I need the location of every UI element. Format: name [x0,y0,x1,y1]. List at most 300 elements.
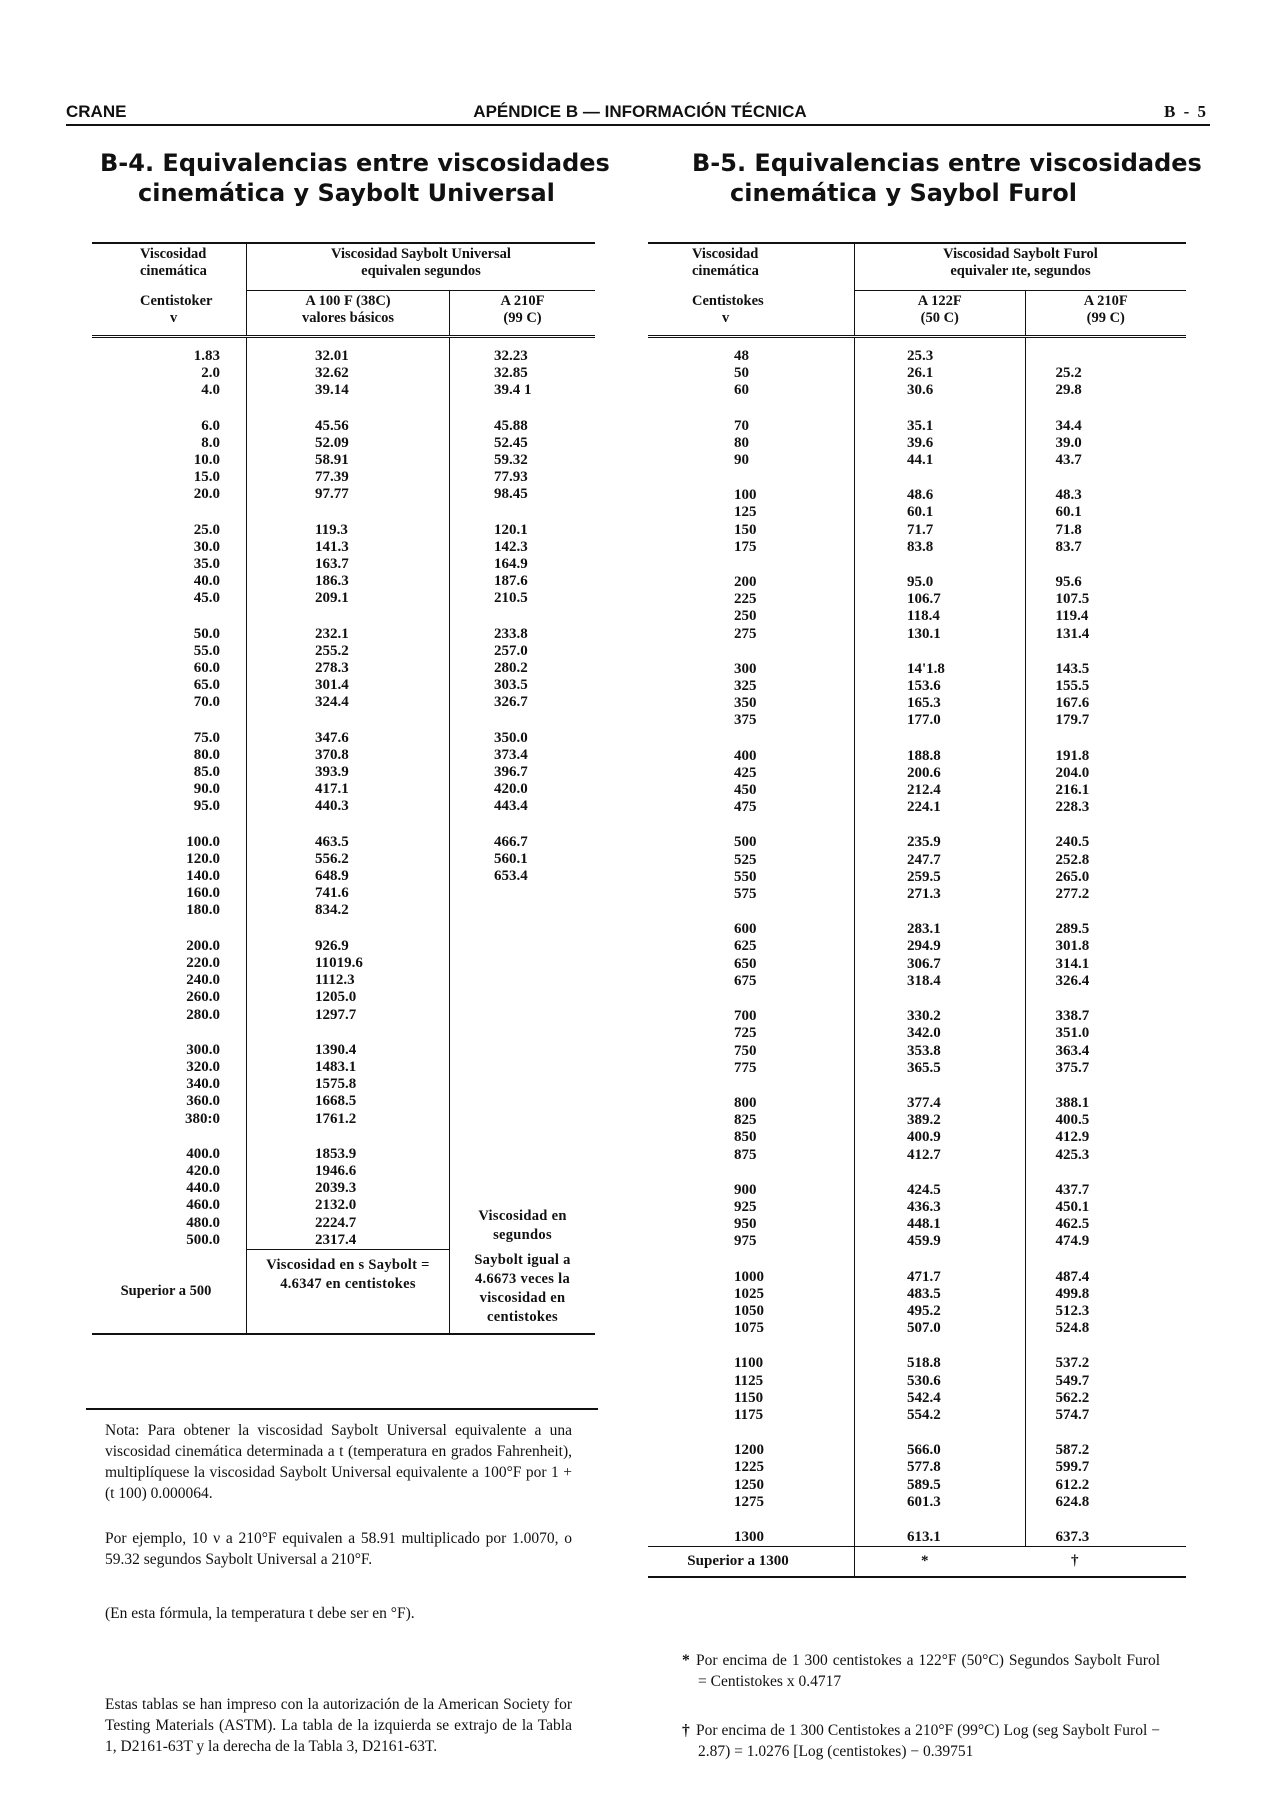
cell-kinematic: 20.0 [193,486,220,503]
cell-saybolt-b: 277.2 [1025,886,1186,903]
cell-saybolt-b: 191.8 [1025,730,1186,765]
cell-saybolt-b: 499.8 [1025,1286,1186,1303]
cell-kinematic: 50.0 [193,625,220,642]
cell-saybolt-b: 301.8 [1025,938,1186,955]
col-header-100f-line1: A 100 F (38C) [305,293,391,309]
table-row [648,938,1186,955]
cell-saybolt-b: 120.1 [450,504,596,539]
col-header-centistokes-furol-line2: v [722,309,730,326]
table-row [648,695,1186,712]
cell-kinematic: 450 [734,782,757,799]
section-title-b5-line1: B-5. Equivalencias entre viscosidades [692,149,1202,177]
cell-kinematic: 575 [734,886,757,903]
cell-kinematic: 60 [734,382,749,399]
cell-kinematic: 625 [734,938,757,955]
cell-kinematic: 275 [734,625,757,642]
col-header-100f-line2: valores básicos [302,310,394,326]
cell-saybolt-a: 459.9 [855,1233,1026,1250]
table-furol-body [648,337,1186,1547]
cell-saybolt-a: 2317.4 [247,1232,450,1250]
table-row [92,590,595,607]
cell-kinematic: 60.0 [193,660,220,677]
table-row [92,382,595,399]
cell-kinematic: 1.83 [193,348,220,364]
cell-saybolt-a: 255.2 [247,643,450,660]
cell-saybolt-a: 188.8 [855,730,1026,765]
cell-saybolt-a: 471.7 [855,1251,1026,1286]
cell-saybolt-a: 26.1 [855,365,1026,382]
col-header-210f-furol [1025,291,1186,337]
cell-saybolt-a: 1853.9 [247,1128,450,1163]
table-row [92,851,595,868]
cell-saybolt-a: 393.9 [247,764,450,781]
cell-saybolt-b: 512.3 [1025,1303,1186,1320]
table-row [648,469,1186,504]
cell-kinematic: 1025 [734,1285,764,1302]
table-row [648,1077,1186,1112]
cell-saybolt-b [450,1024,596,1059]
cell-saybolt-b: 39.4 1 [450,382,596,399]
table-row [92,868,595,885]
table-row [92,955,595,972]
cell-saybolt-b: 396.7 [450,764,596,781]
table-row [648,903,1186,938]
cell-saybolt-b: 326.7 [450,694,596,711]
cell-saybolt-b: 599.7 [1025,1459,1186,1476]
table-row [648,1199,1186,1216]
cell-saybolt-b: 462.5 [1025,1216,1186,1233]
cell-saybolt-b: 637.3 [1025,1511,1186,1546]
col-header-122f-line1: A 122F [917,293,962,309]
cell-kinematic: 150 [734,521,757,538]
cell-saybolt-b: 400.5 [1025,1112,1186,1129]
cell-kinematic: 8.0 [201,434,220,451]
table-row [648,1303,1186,1320]
cell-kinematic: 950 [734,1216,757,1233]
table-row [92,1180,595,1197]
cell-kinematic: 325 [734,678,757,695]
cell-saybolt-b: 612.2 [1025,1477,1186,1494]
cell-kinematic: 700 [734,1008,757,1025]
footnote-dagger [682,1720,1160,1762]
cell-saybolt-a: 648.9 [247,868,450,885]
cell-kinematic: 55.0 [193,642,220,659]
cell-saybolt-b: 119.4 [1025,608,1186,625]
table-row [648,1025,1186,1042]
cell-saybolt-a: 77.39 [247,469,450,486]
cell-kinematic: 340.0 [186,1076,220,1093]
cell-saybolt-b: 142.3 [450,539,596,556]
table-row [648,1477,1186,1494]
cell-saybolt-a: 440.3 [247,798,450,815]
cell-kinematic: 200.0 [186,937,220,954]
cell-saybolt-a: 52.09 [247,435,450,452]
cell-kinematic: 140.0 [186,868,220,885]
table-row [92,643,595,660]
cell-kinematic: 4.0 [201,382,220,399]
cell-kinematic: 1175 [734,1406,764,1423]
cell-kinematic: 80 [734,434,749,451]
cell-saybolt-a: 2224.7 [247,1215,450,1232]
cell-kinematic: 48 [734,348,749,364]
superior-furol-col2: † [1025,1547,1186,1578]
table-row [92,504,595,539]
cell-saybolt-b: 350.0 [450,712,596,747]
cell-saybolt-b [450,885,596,902]
table-row [92,1093,595,1110]
cell-kinematic: 240.0 [186,972,220,989]
table-row [648,956,1186,973]
cell-saybolt-a: 271.3 [855,886,1026,903]
cell-kinematic: 900 [734,1181,757,1198]
cell-kinematic: 45.0 [193,590,220,607]
cell-saybolt-a: 71.7 [855,522,1026,539]
section-title-b5 [692,148,1202,208]
cell-saybolt-a: 294.9 [855,938,1026,955]
table-row [648,782,1186,799]
footnote-asterisk-text: Por encima de 1 300 centistokes a 122°F (50°C) Segundos Saybolt Furol = Centistokes x 0.4717 [696,1652,1160,1690]
superior-label: Superior a 500 [92,1249,247,1334]
cell-saybolt-a: 530.6 [855,1373,1026,1390]
cell-kinematic: 1000 [734,1268,764,1285]
cell-saybolt-b: 155.5 [1025,678,1186,695]
cell-saybolt-a: 39.6 [855,435,1026,452]
col-header-122f [855,291,1026,337]
cell-saybolt-a: 566.0 [855,1424,1026,1459]
cell-kinematic: 80.0 [193,746,220,763]
cell-saybolt-b: 167.6 [1025,695,1186,712]
cell-kinematic: 925 [734,1198,757,1215]
cell-saybolt-a: 1575.8 [247,1076,450,1093]
col-header-210f-furol-line2: (99 C) [1086,310,1125,326]
note-temperature: (En esta fórmula, la temperatura t debe ser en °F). [105,1605,415,1622]
cell-kinematic: 600 [734,921,757,938]
cell-saybolt-a: 32.01 [247,337,450,366]
cell-kinematic: 95.0 [193,798,220,815]
cell-saybolt-a: 613.1 [855,1511,1026,1546]
cell-saybolt-a: 589.5 [855,1477,1026,1494]
cell-saybolt-a: 436.3 [855,1199,1026,1216]
table-row [648,1164,1186,1199]
table-row [648,730,1186,765]
cell-saybolt-a: 45.56 [247,400,450,435]
cell-saybolt-b: 52.45 [450,435,596,452]
cell-saybolt-b: 204.0 [1025,765,1186,782]
cell-saybolt-b: 34.4 [1025,400,1186,435]
cell-saybolt-a: 412.7 [855,1147,1026,1164]
cell-saybolt-b: 60.1 [1025,504,1186,521]
cell-saybolt-a: 209.1 [247,590,450,607]
cell-saybolt-b: 388.1 [1025,1077,1186,1112]
cell-kinematic: 260.0 [186,989,220,1006]
table-row [648,1043,1186,1060]
cell-saybolt-b [1025,337,1186,366]
cell-saybolt-b: 549.7 [1025,1373,1186,1390]
page-number: B - 5 [1164,102,1208,121]
footnote-asterisk-mark: * [682,1652,690,1669]
cell-saybolt-a: 417.1 [247,781,450,798]
cell-saybolt-b: 338.7 [1025,990,1186,1025]
cell-saybolt-b: 363.4 [1025,1043,1186,1060]
col-header-centistokes-line1: Centistoker [140,292,213,309]
cell-saybolt-a: 306.7 [855,956,1026,973]
cell-kinematic: 775 [734,1059,757,1076]
cell-saybolt-a: 1946.6 [247,1163,450,1180]
cell-kinematic: 100 [734,487,757,504]
cell-kinematic: 75.0 [193,729,220,746]
cell-saybolt-b: 560.1 [450,851,596,868]
cell-kinematic: 475 [734,799,757,816]
cell-saybolt-b [450,920,596,955]
cell-kinematic: 380:0 [185,1110,220,1127]
cell-saybolt-b: 314.1 [1025,956,1186,973]
cell-saybolt-a: 741.6 [247,885,450,902]
cell-kinematic: 40.0 [193,573,220,590]
cell-saybolt-a: 212.4 [855,782,1026,799]
footnote-asterisk [682,1650,1160,1692]
cell-saybolt-a: 377.4 [855,1077,1026,1112]
cell-saybolt-b: 71.8 [1025,522,1186,539]
table-row [92,486,595,503]
table-row [648,1373,1186,1390]
cell-saybolt-b: 474.9 [1025,1233,1186,1250]
cell-saybolt-a: 353.8 [855,1043,1026,1060]
cell-kinematic: 875 [734,1146,757,1163]
cell-saybolt-b [450,1093,596,1110]
cell-saybolt-b: 43.7 [1025,452,1186,469]
footnote-dagger-mark: † [682,1722,690,1739]
table-row [648,522,1186,539]
cell-saybolt-a: 370.8 [247,747,450,764]
cell-kinematic: 1200 [734,1442,764,1459]
cell-saybolt-a: 556.2 [247,851,450,868]
table-row [92,400,595,435]
cell-saybolt-a: 507.0 [855,1320,1026,1337]
cell-kinematic: 70.0 [193,694,220,711]
table-row [92,972,595,989]
cell-saybolt-b: 524.8 [1025,1320,1186,1337]
cell-saybolt-a: 834.2 [247,902,450,919]
col-header-centistokes-furol-line1: Centistokes [692,292,764,309]
table-row [92,764,595,781]
cell-saybolt-b: 375.7 [1025,1060,1186,1077]
table-row [92,816,595,851]
table-row [92,365,595,382]
cell-saybolt-a: 153.6 [855,678,1026,695]
header-rule [66,124,1210,126]
running-header-title: APÉNDICE B — INFORMACIÓN TÉCNICA [473,102,807,121]
cell-kinematic: 400.0 [186,1145,220,1162]
superior-col2 [450,1208,596,1334]
cell-kinematic: 320.0 [186,1058,220,1075]
cell-kinematic: 750 [734,1042,757,1059]
table-row [648,973,1186,990]
cell-kinematic: 800 [734,1094,757,1111]
col-header-kinematic-line2: cinemática [140,263,207,279]
cell-saybolt-a: 163.7 [247,556,450,573]
cell-saybolt-b: 228.3 [1025,799,1186,816]
cell-saybolt-a: 448.1 [855,1216,1026,1233]
col-header-kinematic [92,243,247,291]
cell-saybolt-a: 495.2 [855,1303,1026,1320]
table-row [92,452,595,469]
col-header-saybolt-line1: Viscosidad Saybolt Universal [331,246,511,262]
table-row [648,712,1186,729]
cell-saybolt-a: 1483.1 [247,1059,450,1076]
cell-saybolt-a: 97.77 [247,486,450,503]
table-row [92,1059,595,1076]
table-row [648,1459,1186,1476]
cell-saybolt-b: 443.4 [450,798,596,815]
cell-saybolt-b: 216.1 [1025,782,1186,799]
table-universal [92,242,595,1335]
cell-kinematic: 10.0 [193,452,220,469]
cell-saybolt-a: 926.9 [247,920,450,955]
cell-saybolt-b: 450.1 [1025,1199,1186,1216]
cell-saybolt-b: 98.45 [450,486,596,503]
cell-saybolt-b [450,1059,596,1076]
table-row [648,1251,1186,1286]
table-row [92,1076,595,1093]
cell-kinematic: 375 [734,712,757,729]
cell-saybolt-a: 30.6 [855,382,1026,399]
cell-saybolt-b: 107.5 [1025,591,1186,608]
cell-kinematic: 85.0 [193,764,220,781]
cell-saybolt-a: 2132.0 [247,1197,450,1214]
table-row [92,1007,595,1024]
col-header-furol-line1: Viscosidad Saybolt Furol [943,246,1098,262]
cell-kinematic: 30.0 [193,538,220,555]
cell-saybolt-a: 1297.7 [247,1007,450,1024]
table-row [92,694,595,711]
cell-saybolt-b: 653.4 [450,868,596,885]
cell-saybolt-a: 554.2 [855,1407,1026,1424]
cell-kinematic: 300 [734,660,757,677]
cell-saybolt-a: 259.5 [855,869,1026,886]
table-row [92,1163,595,1180]
cell-kinematic: 15.0 [193,469,220,486]
cell-saybolt-a: 324.4 [247,694,450,711]
cell-saybolt-b [450,1076,596,1093]
cell-kinematic: 675 [734,972,757,989]
table-row [648,435,1186,452]
cell-saybolt-a: 342.0 [855,1025,1026,1042]
cell-kinematic: 350 [734,695,757,712]
cell-kinematic: 35.0 [193,556,220,573]
col-header-furol-line2: equivaler ıte, segundos [950,263,1091,279]
table-row [648,852,1186,869]
cell-saybolt-a: 518.8 [855,1337,1026,1372]
table-row [92,798,595,815]
table-row [92,556,595,573]
cell-kinematic: 160.0 [186,885,220,902]
col-header-centistokes-furol [648,291,855,337]
note-example: Por ejemplo, 10 ν a 210°F equivalen a 58.91 multiplicado por 1.0070, o 59.32 segundos Saybolt Universal a 210°F. [105,1530,572,1568]
cell-kinematic: 1275 [734,1493,764,1510]
col-header-210f [450,291,596,337]
table-row [648,643,1186,678]
table-row [92,337,595,366]
col-header-210f-line1: A 210F [500,293,545,309]
cell-kinematic: 250 [734,608,757,625]
cell-kinematic: 70 [734,417,749,434]
section-title-b4-line1: B-4. Equivalencias entre viscosidades [100,149,610,177]
cell-saybolt-a: 232.1 [247,608,450,643]
table-row [92,712,595,747]
cell-kinematic: 25.0 [193,521,220,538]
table-row-superior [92,1249,595,1334]
cell-saybolt-b: 59.32 [450,452,596,469]
cell-kinematic: 525 [734,851,757,868]
cell-saybolt-a: 1205.0 [247,989,450,1006]
cell-saybolt-b: 164.9 [450,556,596,573]
cell-saybolt-b [450,989,596,1006]
cell-kinematic: 180.0 [186,902,220,919]
cell-saybolt-a: 347.6 [247,712,450,747]
cell-saybolt-b: 574.7 [1025,1407,1186,1424]
table-row [92,469,595,486]
cell-saybolt-b: 32.23 [450,337,596,366]
table-row [92,539,595,556]
cell-saybolt-b: 624.8 [1025,1494,1186,1511]
table-row [648,556,1186,591]
cell-saybolt-a: 278.3 [247,660,450,677]
cell-saybolt-a: 330.2 [855,990,1026,1025]
cell-saybolt-b: 466.7 [450,816,596,851]
cell-saybolt-b: 48.3 [1025,469,1186,504]
cell-kinematic: 280.0 [186,1006,220,1023]
cell-saybolt-b: 39.0 [1025,435,1186,452]
cell-kinematic: 360.0 [186,1093,220,1110]
cell-saybolt-a: 235.9 [855,816,1026,851]
cell-saybolt-a: 542.4 [855,1390,1026,1407]
col-header-saybolt-line2: equivalen segundos [361,263,481,279]
table-row [648,886,1186,903]
cell-kinematic: 1300 [734,1528,764,1545]
cell-saybolt-b [450,902,596,919]
cell-saybolt-b: 210.5 [450,590,596,607]
table-row [92,677,595,694]
table-row [92,781,595,798]
cell-kinematic: 825 [734,1112,757,1129]
cell-kinematic: 440.0 [186,1180,220,1197]
col-header-210f-furol-line1: A 210F [1083,293,1128,309]
table-row [648,1407,1186,1424]
table-row [648,504,1186,521]
cell-saybolt-b: 537.2 [1025,1337,1186,1372]
col-header-kinematic-furol [648,243,855,291]
running-header-left: CRANE [66,102,127,121]
cell-kinematic: 220.0 [186,954,220,971]
cell-saybolt-a: 35.1 [855,400,1026,435]
cell-kinematic: 100.0 [186,833,220,850]
cell-saybolt-a: 48.6 [855,469,1026,504]
cell-saybolt-b: 437.7 [1025,1164,1186,1199]
cell-saybolt-a: 1761.2 [247,1111,450,1128]
table-row [648,1112,1186,1129]
table-universal-body [92,337,595,1250]
cell-saybolt-a: 32.62 [247,365,450,382]
cell-saybolt-b: 562.2 [1025,1390,1186,1407]
table-row [92,747,595,764]
cell-saybolt-b: 131.4 [1025,626,1186,643]
table-row [92,902,595,919]
cell-saybolt-a: 106.7 [855,591,1026,608]
cell-saybolt-a: 224.1 [855,799,1026,816]
cell-saybolt-a: 1668.5 [247,1093,450,1110]
cell-saybolt-b [450,1128,596,1163]
cell-saybolt-b: 487.4 [1025,1251,1186,1286]
